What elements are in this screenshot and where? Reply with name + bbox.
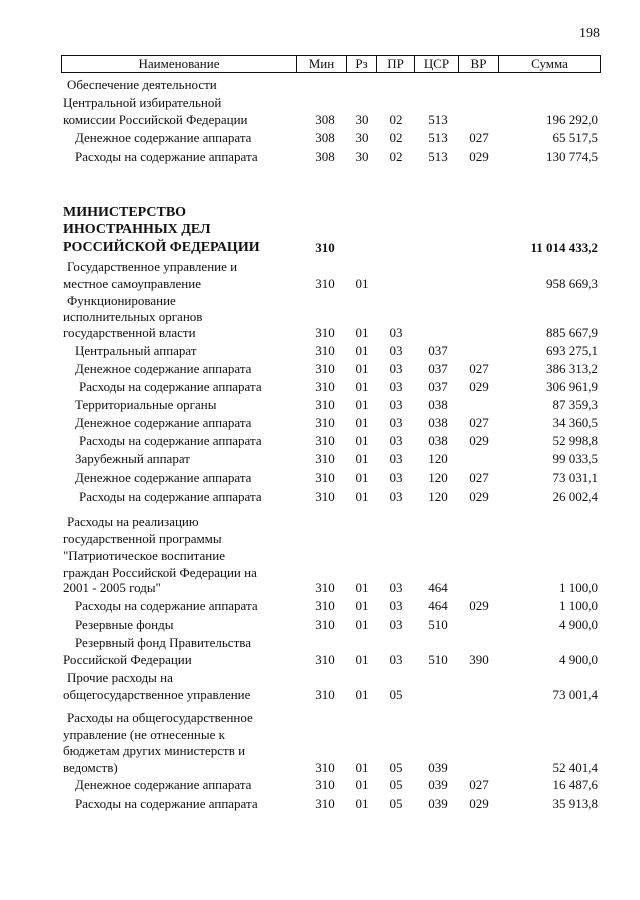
table-row bbox=[0, 514, 640, 530]
row-min: 310 bbox=[315, 433, 335, 448]
row-name: Прочие расходы на bbox=[67, 670, 173, 685]
row-csr: 510 bbox=[428, 652, 448, 667]
row-sum: 4 900,0 bbox=[559, 617, 598, 632]
row-min: 310 bbox=[315, 760, 335, 775]
row-pr: 03 bbox=[389, 397, 403, 412]
table-row bbox=[0, 777, 640, 793]
row-rz: 30 bbox=[355, 130, 369, 145]
row-pr: 03 bbox=[389, 489, 403, 504]
table-row bbox=[0, 415, 640, 431]
row-sum: 386 313,2 bbox=[546, 361, 598, 376]
row-rz: 01 bbox=[355, 379, 369, 394]
row-csr: 513 bbox=[428, 130, 448, 145]
row-name: 2001 - 2005 годы" bbox=[63, 580, 161, 595]
row-name: бюджетам других министерств и bbox=[63, 743, 246, 758]
row-sum: 1 100,0 bbox=[559, 580, 598, 595]
row-sum: 306 961,9 bbox=[546, 379, 598, 394]
table-row bbox=[0, 617, 640, 633]
row-sum: 87 359,3 bbox=[552, 397, 598, 412]
row-sum: 4 900,0 bbox=[559, 652, 598, 667]
row-csr: 513 bbox=[428, 112, 448, 127]
header-pr: ПР bbox=[376, 56, 414, 72]
table-row bbox=[0, 130, 640, 146]
row-rz: 01 bbox=[355, 397, 369, 412]
row-rz: 01 bbox=[355, 777, 369, 792]
row-min: 310 bbox=[315, 598, 335, 613]
row-vr: 390 bbox=[469, 652, 489, 667]
row-pr: 03 bbox=[389, 580, 403, 595]
table-row bbox=[0, 760, 640, 776]
row-name: Расходы на содержание аппарата bbox=[79, 379, 262, 394]
row-csr: 120 bbox=[428, 470, 448, 485]
table-row bbox=[0, 470, 640, 486]
row-name: Обеспечение деятельности bbox=[67, 77, 217, 92]
row-name: Расходы на реализацию bbox=[67, 514, 199, 529]
row-name: Функционирование bbox=[67, 293, 176, 308]
row-rz: 01 bbox=[355, 325, 369, 340]
row-csr: 120 bbox=[428, 489, 448, 504]
row-rz: 01 bbox=[355, 598, 369, 613]
row-name: Расходы на общегосударственное bbox=[67, 710, 253, 725]
table-row bbox=[0, 397, 640, 413]
row-pr: 02 bbox=[389, 149, 403, 164]
row-min: 310 bbox=[315, 652, 335, 667]
row-name: государственной власти bbox=[63, 325, 196, 340]
row-rz: 01 bbox=[355, 343, 369, 358]
row-csr: 464 bbox=[428, 598, 448, 613]
row-rz: 01 bbox=[355, 796, 369, 811]
row-rz: 01 bbox=[355, 652, 369, 667]
row-sum: 34 360,5 bbox=[552, 415, 598, 430]
row-vr: 029 bbox=[469, 149, 489, 164]
row-sum: 99 033,5 bbox=[552, 451, 598, 466]
row-name: ведомств) bbox=[63, 760, 118, 775]
row-pr: 05 bbox=[389, 777, 403, 792]
row-name: "Патриотическое воспитание bbox=[63, 548, 225, 563]
row-vr: 027 bbox=[469, 361, 489, 376]
row-pr: 03 bbox=[389, 433, 403, 448]
row-min: 310 bbox=[315, 240, 335, 255]
row-min: 310 bbox=[315, 361, 335, 376]
row-min: 310 bbox=[315, 777, 335, 792]
row-sum: 130 774,5 bbox=[546, 149, 598, 164]
row-csr: 513 bbox=[428, 149, 448, 164]
row-name: Расходы на содержание аппарата bbox=[79, 489, 262, 504]
row-sum: 885 667,9 bbox=[546, 325, 598, 340]
row-name: Денежное содержание аппарата bbox=[75, 470, 252, 485]
row-sum: 16 487,6 bbox=[552, 777, 598, 792]
row-name: Зарубежный аппарат bbox=[75, 451, 190, 466]
row-sum: 11 014 433,2 bbox=[530, 240, 598, 255]
row-csr: 037 bbox=[428, 379, 448, 394]
table-row bbox=[0, 451, 640, 467]
table-row bbox=[0, 580, 640, 596]
table-row bbox=[0, 433, 640, 449]
row-name: Центральный аппарат bbox=[75, 343, 197, 358]
table-row bbox=[0, 670, 640, 686]
table-row bbox=[0, 77, 640, 93]
row-rz: 01 bbox=[355, 361, 369, 376]
row-rz: 30 bbox=[355, 112, 369, 127]
row-name: Денежное содержание аппарата bbox=[75, 777, 252, 792]
table-row bbox=[0, 743, 640, 759]
row-min: 310 bbox=[315, 470, 335, 485]
row-csr: 037 bbox=[428, 343, 448, 358]
row-name: местное самоуправление bbox=[63, 276, 201, 291]
row-name: Расходы на содержание аппарата bbox=[79, 433, 262, 448]
row-name: исполнительных органов bbox=[63, 309, 203, 324]
row-min: 310 bbox=[315, 325, 335, 340]
row-pr: 03 bbox=[389, 343, 403, 358]
row-name: Расходы на содержание аппарата bbox=[75, 796, 258, 811]
row-sum: 1 100,0 bbox=[559, 598, 598, 613]
row-name: Денежное содержание аппарата bbox=[75, 415, 252, 430]
table-row bbox=[0, 361, 640, 377]
table-row bbox=[0, 598, 640, 614]
row-sum: 65 517,5 bbox=[552, 130, 598, 145]
row-vr: 029 bbox=[469, 433, 489, 448]
row-sum: 26 002,4 bbox=[552, 489, 598, 504]
row-csr: 039 bbox=[428, 760, 448, 775]
row-name: Российской Федерации bbox=[63, 652, 192, 667]
row-name: Денежное содержание аппарата bbox=[75, 361, 252, 376]
row-rz: 01 bbox=[355, 276, 369, 291]
row-csr: 038 bbox=[428, 397, 448, 412]
row-name: Резервные фонды bbox=[75, 617, 174, 632]
row-pr: 03 bbox=[389, 470, 403, 485]
row-name: Расходы на содержание аппарата bbox=[75, 598, 258, 613]
row-name: Государственное управление и bbox=[67, 259, 238, 274]
row-sum: 693 275,1 bbox=[546, 343, 598, 358]
table-row bbox=[0, 259, 640, 275]
table-row bbox=[0, 112, 640, 128]
table-row bbox=[0, 687, 640, 703]
row-min: 308 bbox=[315, 149, 335, 164]
row-csr: 038 bbox=[428, 433, 448, 448]
row-rz: 30 bbox=[355, 149, 369, 164]
header-csr: ЦСР bbox=[414, 56, 458, 72]
row-pr: 02 bbox=[389, 112, 403, 127]
table-row bbox=[0, 309, 640, 325]
row-pr: 03 bbox=[389, 598, 403, 613]
table-row bbox=[0, 149, 640, 165]
row-min: 310 bbox=[315, 451, 335, 466]
row-rz: 01 bbox=[355, 470, 369, 485]
row-sum: 52 401,4 bbox=[552, 760, 598, 775]
table-row bbox=[0, 222, 640, 238]
row-sum: 73 001,4 bbox=[552, 687, 598, 702]
header-name: Наименование bbox=[138, 56, 220, 71]
row-rz: 01 bbox=[355, 760, 369, 775]
row-name: граждан Российской Федерации на bbox=[63, 565, 257, 580]
row-vr: 029 bbox=[469, 379, 489, 394]
row-vr: 027 bbox=[469, 415, 489, 430]
row-rz: 01 bbox=[355, 451, 369, 466]
table-row bbox=[0, 652, 640, 668]
row-min: 310 bbox=[315, 617, 335, 632]
row-min: 310 bbox=[315, 343, 335, 358]
row-pr: 02 bbox=[389, 130, 403, 145]
row-min: 310 bbox=[315, 276, 335, 291]
row-name: Денежное содержание аппарата bbox=[75, 130, 252, 145]
row-min: 310 bbox=[315, 379, 335, 394]
row-name: Территориальные органы bbox=[75, 397, 217, 412]
row-pr: 03 bbox=[389, 415, 403, 430]
header-rz: Рз bbox=[346, 56, 376, 72]
row-rz: 01 bbox=[355, 687, 369, 702]
row-vr: 029 bbox=[469, 489, 489, 504]
row-vr: 029 bbox=[469, 796, 489, 811]
row-name: комиссии Российской Федерации bbox=[63, 112, 248, 127]
row-min: 310 bbox=[315, 397, 335, 412]
table-row bbox=[0, 276, 640, 292]
row-sum: 52 998,8 bbox=[552, 433, 598, 448]
row-rz: 01 bbox=[355, 415, 369, 430]
table-row bbox=[0, 727, 640, 743]
table-row bbox=[0, 796, 640, 812]
row-sum: 196 292,0 bbox=[546, 112, 598, 127]
row-rz: 01 bbox=[355, 489, 369, 504]
row-pr: 03 bbox=[389, 617, 403, 632]
table-row bbox=[0, 531, 640, 547]
row-min: 308 bbox=[315, 112, 335, 127]
row-sum: 73 031,1 bbox=[552, 470, 598, 485]
table-row bbox=[0, 379, 640, 395]
header-min: Мин bbox=[296, 56, 346, 72]
row-name: МИНИСТЕРСТВО bbox=[63, 205, 187, 220]
table-row bbox=[0, 240, 640, 256]
row-vr: 027 bbox=[469, 470, 489, 485]
row-pr: 03 bbox=[389, 451, 403, 466]
row-csr: 037 bbox=[428, 361, 448, 376]
table-row bbox=[0, 325, 640, 341]
table-row bbox=[0, 343, 640, 359]
row-min: 310 bbox=[315, 415, 335, 430]
table-row bbox=[0, 489, 640, 505]
table-row bbox=[0, 548, 640, 564]
row-min: 310 bbox=[315, 580, 335, 595]
row-name: Резервный фонд Правительства bbox=[75, 635, 251, 650]
row-csr: 039 bbox=[428, 777, 448, 792]
row-vr: 027 bbox=[469, 777, 489, 792]
row-pr: 03 bbox=[389, 379, 403, 394]
row-name: Расходы на содержание аппарата bbox=[75, 149, 258, 164]
page-number: 198 bbox=[579, 26, 600, 41]
row-pr: 03 bbox=[389, 325, 403, 340]
row-name: управление (не отнесенные к bbox=[63, 727, 225, 742]
row-min: 310 bbox=[315, 489, 335, 504]
row-min: 310 bbox=[315, 796, 335, 811]
row-name: РОССИЙСКОЙ ФЕДЕРАЦИИ bbox=[63, 240, 260, 255]
row-pr: 05 bbox=[389, 760, 403, 775]
row-sum: 958 669,3 bbox=[546, 276, 598, 291]
row-pr: 03 bbox=[389, 652, 403, 667]
row-min: 310 bbox=[315, 687, 335, 702]
table-row bbox=[0, 710, 640, 726]
row-name: ИНОСТРАННЫХ ДЕЛ bbox=[63, 222, 211, 237]
row-name: общегосударственное управление bbox=[63, 687, 251, 702]
row-csr: 464 bbox=[428, 580, 448, 595]
row-rz: 01 bbox=[355, 433, 369, 448]
row-name: государственной программы bbox=[63, 531, 222, 546]
row-pr: 05 bbox=[389, 687, 403, 702]
row-csr: 120 bbox=[428, 451, 448, 466]
row-vr: 027 bbox=[469, 130, 489, 145]
row-min: 308 bbox=[315, 130, 335, 145]
table-row bbox=[0, 95, 640, 111]
row-sum: 35 913,8 bbox=[552, 796, 598, 811]
row-rz: 01 bbox=[355, 617, 369, 632]
table-row bbox=[0, 635, 640, 651]
row-csr: 039 bbox=[428, 796, 448, 811]
header-sum: Сумма bbox=[498, 56, 600, 72]
table-row bbox=[0, 205, 640, 221]
row-pr: 03 bbox=[389, 361, 403, 376]
row-name: Центральной избирательной bbox=[63, 95, 222, 110]
table-row bbox=[0, 293, 640, 309]
table-header bbox=[61, 55, 601, 73]
row-vr: 029 bbox=[469, 598, 489, 613]
row-rz: 01 bbox=[355, 580, 369, 595]
row-csr: 510 bbox=[428, 617, 448, 632]
table-row bbox=[0, 565, 640, 581]
row-pr: 05 bbox=[389, 796, 403, 811]
header-vr: ВР bbox=[458, 56, 498, 72]
row-csr: 038 bbox=[428, 415, 448, 430]
